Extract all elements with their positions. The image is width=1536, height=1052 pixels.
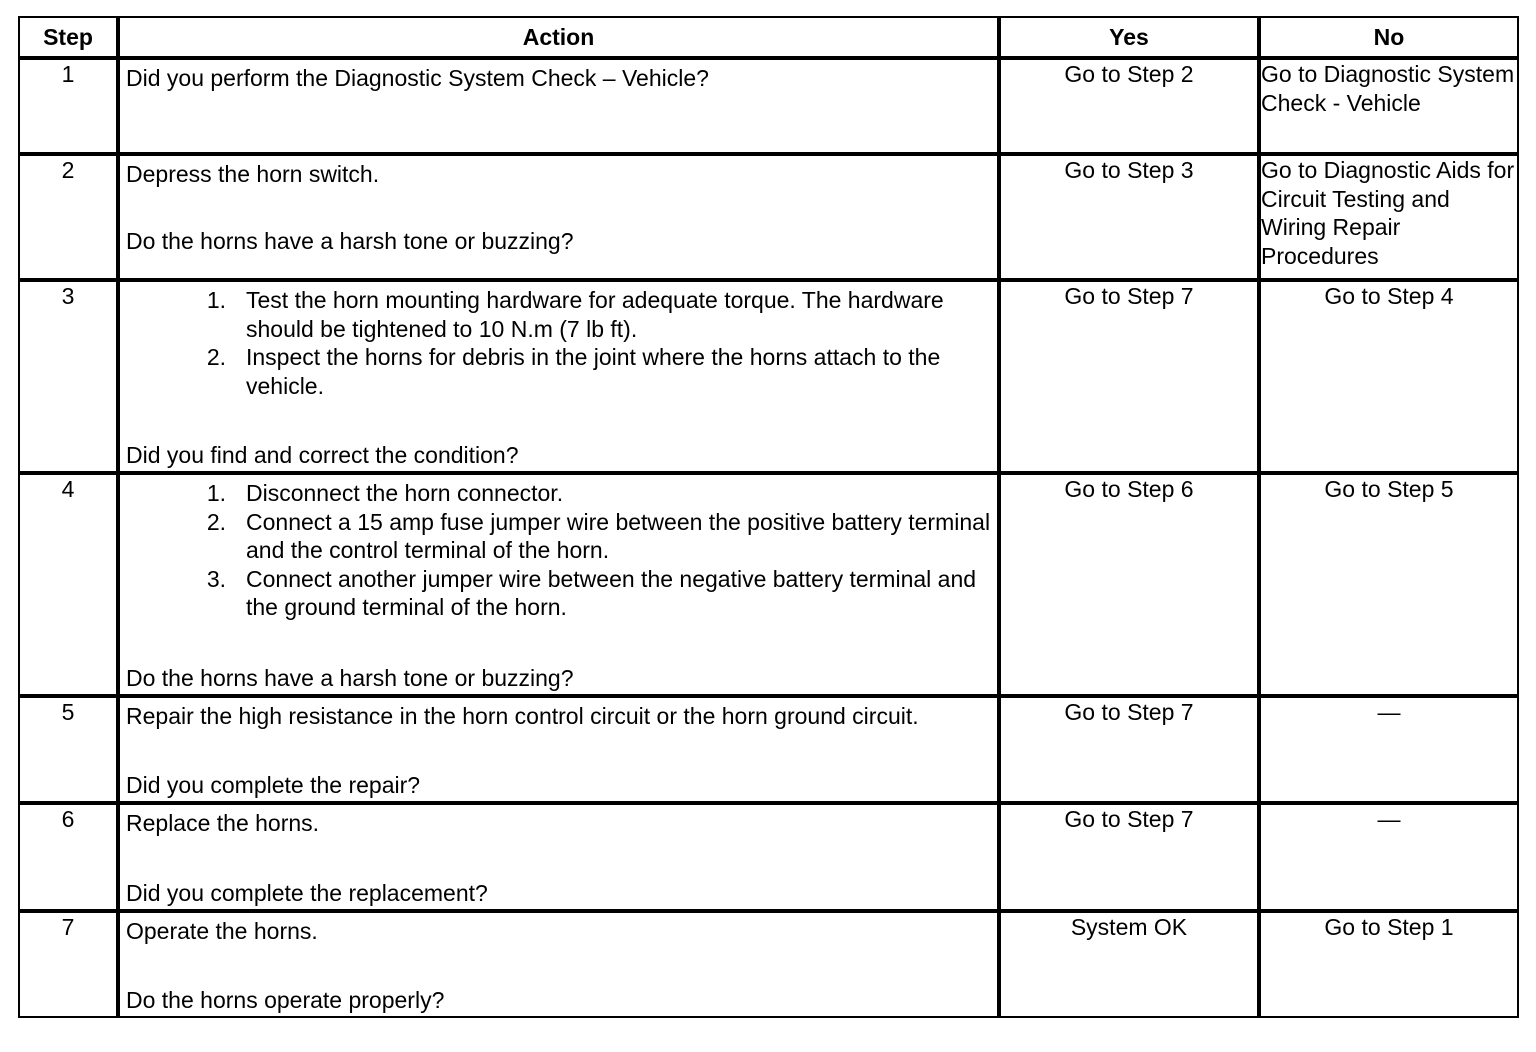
no-result: — <box>1259 696 1519 803</box>
action-list <box>126 479 991 622</box>
list-item-number: 2. <box>206 344 226 370</box>
list-item-text: Inspect the horns for debris in the joint where the horns attach to the vehicle. <box>246 344 941 399</box>
list-item-number: 2. <box>206 508 226 535</box>
action-question: Do the horns have a harsh tone or buzzing? <box>126 664 574 691</box>
yes-result: Go to Step 7 <box>999 696 1259 803</box>
yes-result: Go to Step 7 <box>999 803 1259 911</box>
table-row <box>18 154 1519 280</box>
yes-result: Go to Step 7 <box>999 280 1259 473</box>
action-question: Did you complete the repair? <box>126 771 421 798</box>
header-action: Action <box>118 16 999 58</box>
list-item-text: Test the horn mounting hardware for adequate torque. The hardware should be tightened to 10 N.m (7 lb ft). <box>246 287 944 342</box>
action-question: Did you complete the replacement? <box>126 879 488 906</box>
yes-result: System OK <box>999 911 1259 1018</box>
step-number: 2 <box>18 154 118 280</box>
table-row <box>18 696 1519 803</box>
action-question: Did you find and correct the condition? <box>126 441 519 468</box>
yes-result: Go to Step 3 <box>999 154 1259 280</box>
list-item <box>184 508 991 565</box>
step-number: 4 <box>18 473 118 696</box>
no-result: — <box>1259 803 1519 911</box>
action-text: Replace the horns. <box>126 810 320 836</box>
step-number: 1 <box>18 58 118 154</box>
list-item <box>184 343 991 400</box>
header-step: Step <box>18 16 118 58</box>
list-item <box>184 479 991 508</box>
diagnostic-table <box>18 16 1519 1018</box>
diagnostic-table-wrapper <box>18 16 1519 1018</box>
list-item-number: 1. <box>206 480 226 506</box>
action-question: Do the horns operate properly? <box>126 986 445 1013</box>
action-list <box>126 286 991 400</box>
no-result: Go to Step 5 <box>1259 473 1519 696</box>
no-result: Go to Diagnostic System Check - Vehicle <box>1259 58 1519 154</box>
yes-result: Go to Step 2 <box>999 58 1259 154</box>
list-item-number: 3. <box>206 565 226 592</box>
action-cell <box>118 911 999 1018</box>
action-text: Repair the high resistance in the horn control circuit or the horn ground circuit. <box>126 703 919 729</box>
action-cell <box>118 280 999 473</box>
no-result: Go to Step 1 <box>1259 911 1519 1018</box>
action-cell <box>118 154 999 280</box>
list-item-text: Connect another jumper wire between the negative battery terminal and the ground terminal of the horn. <box>246 565 977 620</box>
list-item-text: Disconnect the horn connector. <box>246 480 564 506</box>
action-cell <box>118 473 999 696</box>
table-row <box>18 911 1519 1018</box>
step-number: 5 <box>18 696 118 803</box>
step-number: 7 <box>18 911 118 1018</box>
list-item-number: 1. <box>206 287 226 313</box>
table-row <box>18 58 1519 154</box>
table-row <box>18 280 1519 473</box>
header-no: No <box>1259 16 1519 58</box>
no-result: Go to Step 4 <box>1259 280 1519 473</box>
table-row <box>18 473 1519 696</box>
action-text: Depress the horn switch. <box>126 161 380 187</box>
action-cell <box>118 803 999 911</box>
step-number: 6 <box>18 803 118 911</box>
action-text: Did you perform the Diagnostic System Check – Vehicle? <box>126 65 709 91</box>
header-yes: Yes <box>999 16 1259 58</box>
no-result: Go to Diagnostic Aids for Circuit Testing and Wiring Repair Procedures <box>1259 154 1519 280</box>
list-item <box>184 286 991 343</box>
action-question: Do the horns have a harsh tone or buzzing? <box>126 227 574 254</box>
list-item <box>184 565 991 622</box>
yes-result: Go to Step 6 <box>999 473 1259 696</box>
table-row <box>18 803 1519 911</box>
header-row <box>18 16 1519 58</box>
action-cell <box>118 58 999 154</box>
list-item-text: Connect a 15 amp fuse jumper wire between the positive battery terminal and the control terminal of the horn. <box>246 508 991 563</box>
action-cell <box>118 696 999 803</box>
step-number: 3 <box>18 280 118 473</box>
action-text: Operate the horns. <box>126 918 318 944</box>
